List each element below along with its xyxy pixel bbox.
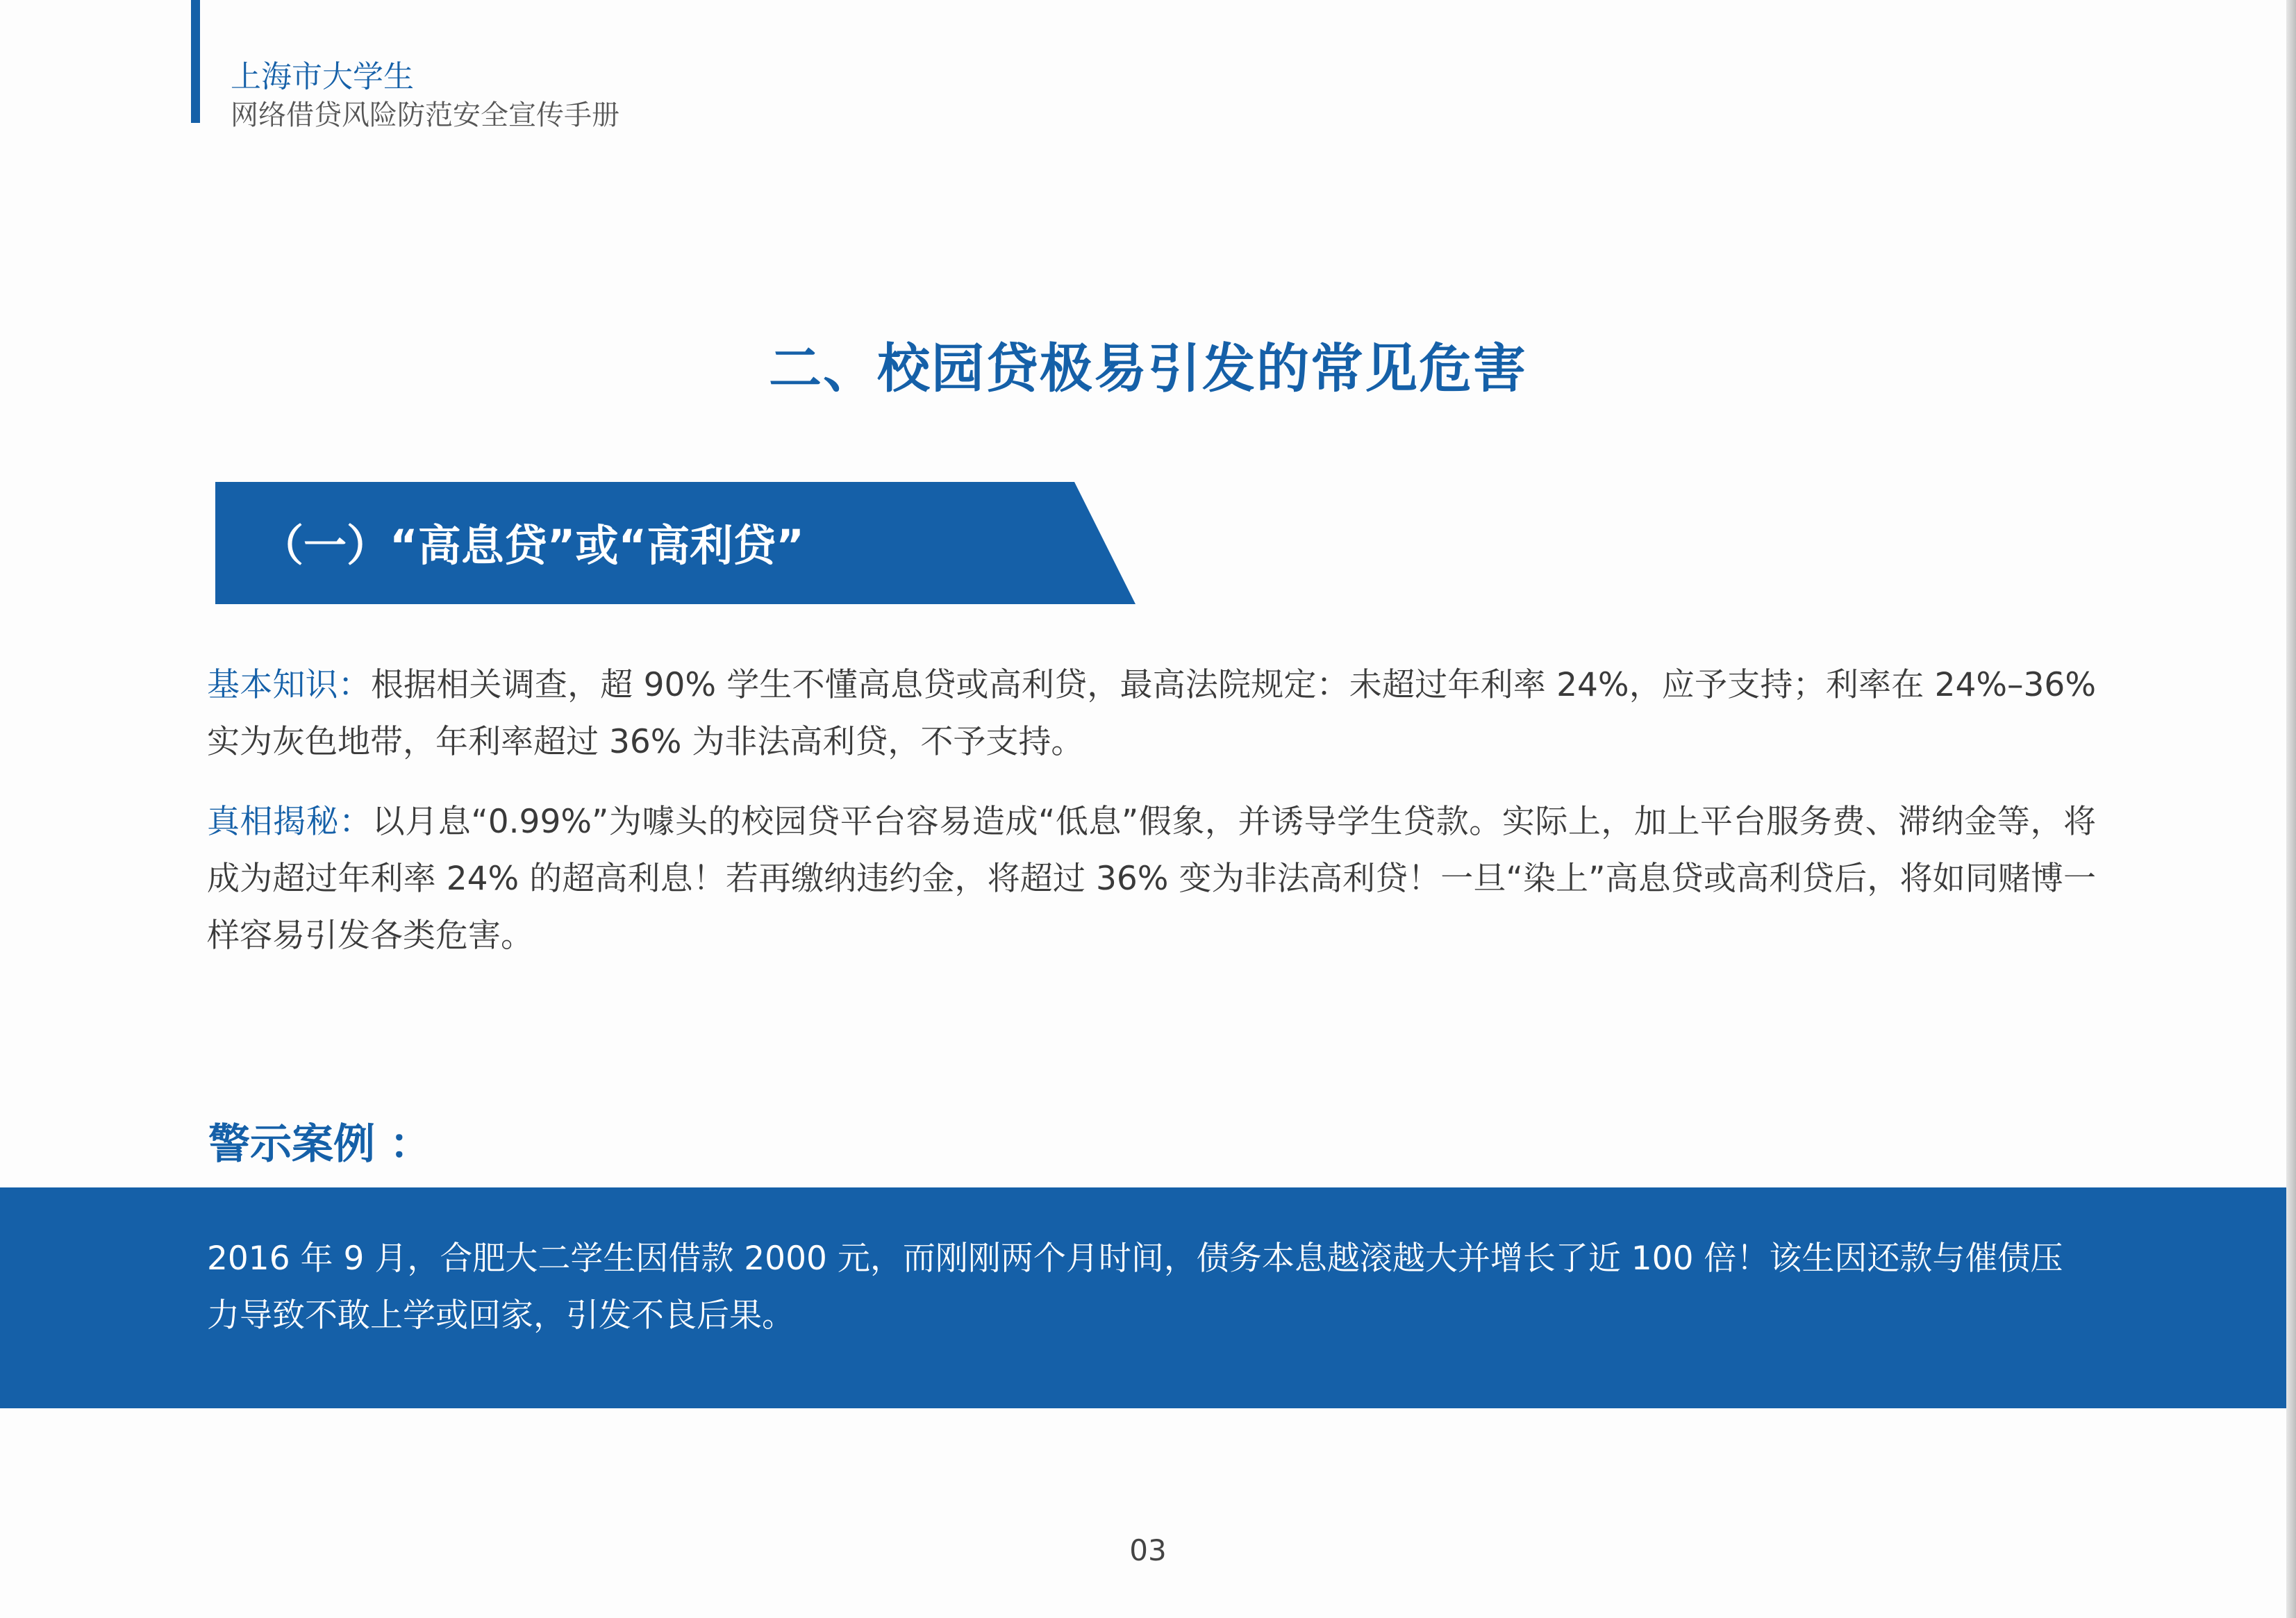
header-subtitle: 网络借贷风险防范安全宣传手册 bbox=[231, 99, 619, 131]
section-title: 二、校园贷极易引发的常见危害 bbox=[769, 337, 1527, 399]
page-number: 03 bbox=[1129, 1533, 1167, 1567]
truth-revealed-paragraph bbox=[207, 794, 2096, 965]
paragraph-lead: 基本知识： bbox=[207, 666, 371, 704]
paragraph-text: 根据相关调查，超 90% 学生不懂高息贷或高利贷，最高法院规定：未超过年利率 24%，应予支持；利率在 24%–36% 实为灰色地带，年利率超过 36% 为非法高利贷，不予支持。 bbox=[207, 666, 2096, 761]
basic-knowledge-paragraph bbox=[207, 657, 2096, 771]
warning-case-heading: 警示案例 ： bbox=[208, 1120, 431, 1169]
subsection-title: （一）“高息贷”或“高利贷” bbox=[260, 520, 804, 571]
header-title: 上海市大学生 bbox=[231, 59, 414, 94]
warning-case-text: 2016 年 9 月，合肥大二学生因借款 2000 元，而刚刚两个月时间，债务本息越滚越大并增长了近 100 倍！该生因还款与催债压力导致不敢上学或回家，引发不良后果。 bbox=[207, 1240, 2063, 1335]
header-accent-bar bbox=[191, 0, 200, 123]
paragraph-text: 以月息“0.99%”为噱头的校园贷平台容易造成“低息”假象，并诱导学生贷款。实际上，加上平台服务费、滞纳金等，将成为超过年利率 24% 的超高利息！若再缴纳违约金，将超过 36% 变为非法高利贷！一旦“染上”高息贷或高利贷后，将如同赌博一样容易引发各类危害。 bbox=[207, 803, 2097, 955]
page-edge-shadow bbox=[2286, 0, 2296, 1618]
paragraph-lead: 真相揭秘： bbox=[207, 803, 372, 841]
